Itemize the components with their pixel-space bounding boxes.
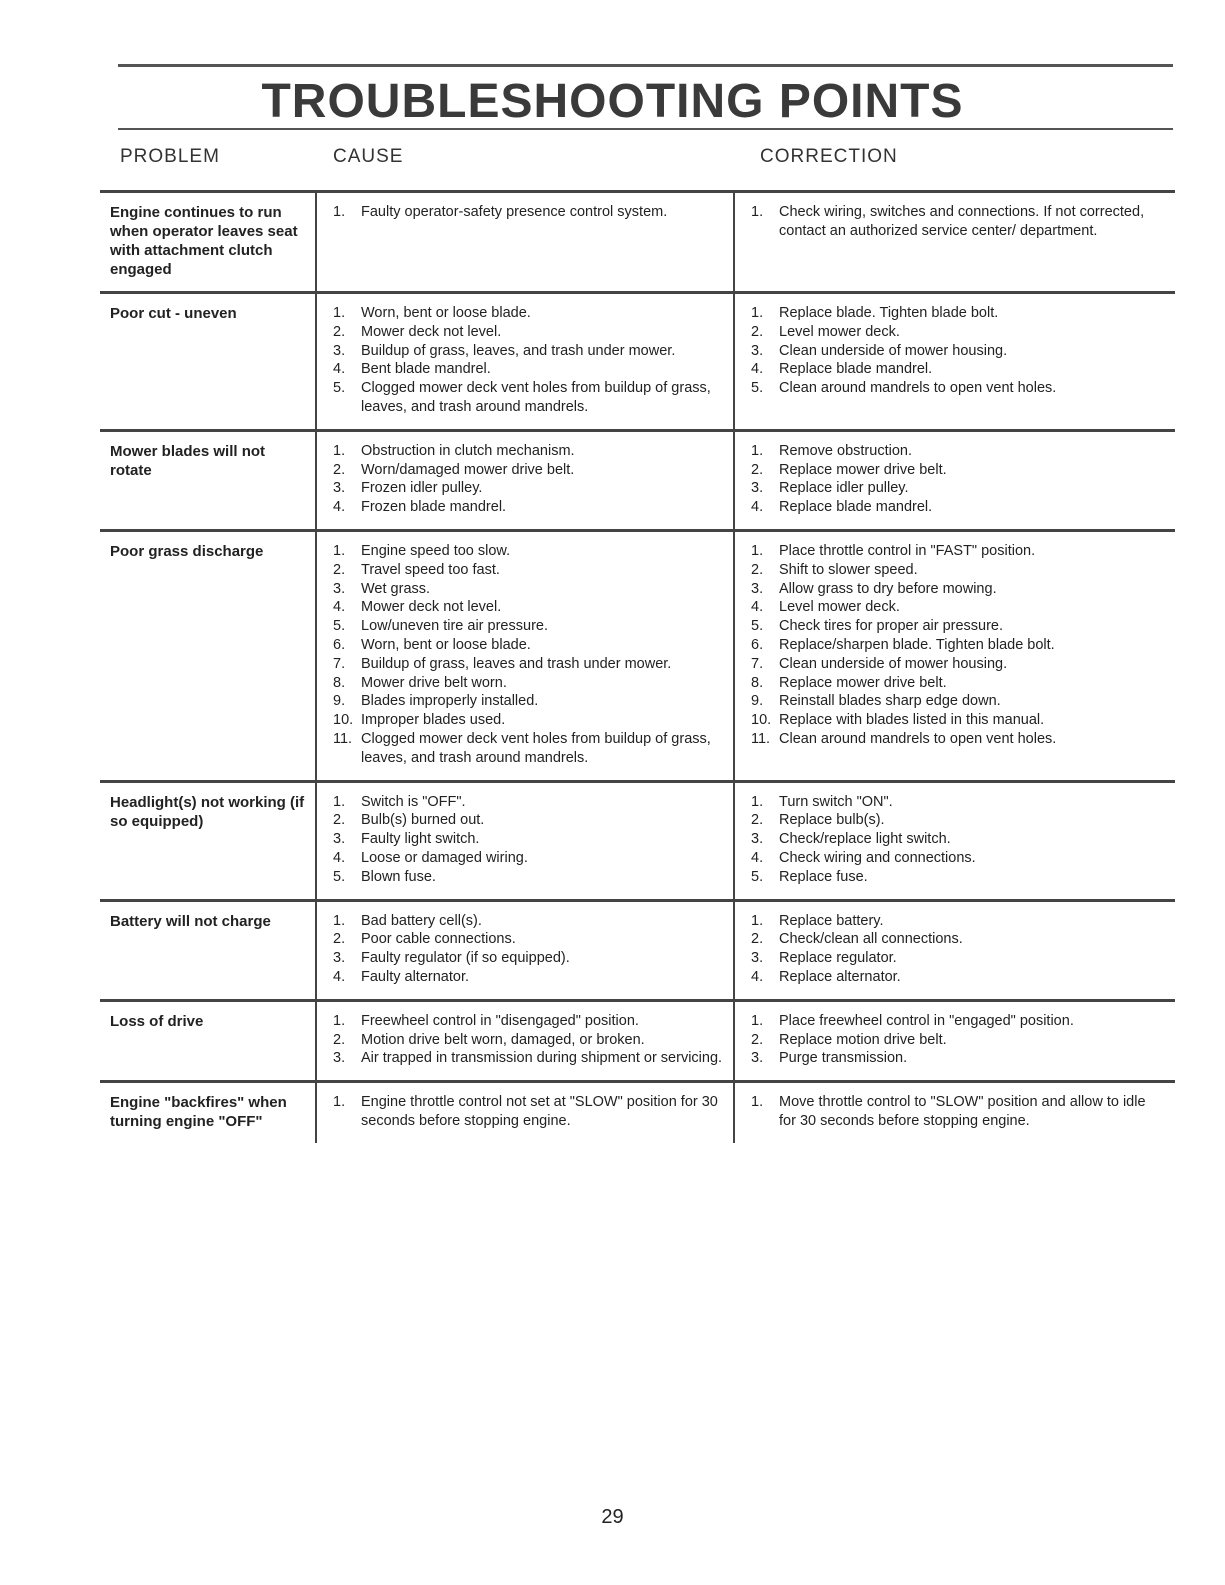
correction-item: [751, 1093, 1165, 1131]
correction-cell: [733, 432, 1175, 529]
correction-item: [751, 636, 1165, 655]
correction-item-number: 1.: [751, 542, 764, 559]
table-row: [100, 529, 1175, 780]
cause-item: [333, 1049, 725, 1068]
correction-item: [751, 692, 1165, 711]
correction-item: [751, 203, 1165, 241]
correction-item-text: Replace battery.: [779, 912, 884, 929]
correction-item: [751, 711, 1165, 730]
cause-item-text: Poor cable connections.: [361, 931, 516, 948]
correction-item: [751, 1012, 1165, 1031]
table-row: [100, 190, 1175, 291]
cause-item: [333, 379, 725, 417]
correction-item: [751, 1031, 1165, 1050]
correction-item-number: 1.: [751, 305, 764, 321]
correction-item: [751, 498, 1165, 517]
correction-item-text: Replace blade mandrel.: [779, 499, 933, 516]
correction-item-number: 1.: [751, 1094, 764, 1111]
cause-item-text: Engine speed too slow.: [361, 542, 511, 559]
correction-item: [751, 598, 1165, 617]
cause-column-header: CAUSE: [333, 146, 404, 167]
cause-item-number: 3.: [333, 1050, 346, 1067]
table-row: [100, 1080, 1175, 1143]
correction-item: [751, 811, 1165, 830]
correction-item: [751, 561, 1165, 580]
problem-column-header: PROBLEM: [120, 146, 220, 167]
cause-item-text: Faulty alternator.: [361, 968, 469, 985]
correction-item-number: 8.: [751, 674, 764, 691]
top-rule: [118, 64, 1173, 67]
correction-item-number: 2.: [751, 561, 764, 578]
cause-item-number: 1.: [333, 542, 346, 559]
cause-item-number: 7.: [333, 655, 346, 672]
cause-item-text: Loose or damaged wiring.: [361, 849, 528, 866]
cause-item: [333, 692, 725, 711]
correction-item-number: 1.: [751, 912, 764, 929]
troubleshooting-table: [100, 190, 1175, 1143]
cause-item: [333, 304, 725, 323]
cause-item-number: 4.: [333, 499, 346, 516]
correction-item-text: Clean around mandrels to open vent holes.: [779, 730, 1057, 747]
cause-item: [333, 360, 725, 379]
cause-item: [333, 1093, 725, 1131]
cause-item-number: 2.: [333, 931, 346, 948]
correction-item-text: Replace/sharpen blade. Tighten blade bolt.: [779, 636, 1055, 653]
correction-item-text: Replace fuse.: [779, 868, 868, 885]
cause-item: [333, 617, 725, 636]
cause-item-text: Improper blades used.: [361, 712, 506, 729]
cause-cell: [315, 294, 733, 429]
correction-item-number: 4.: [751, 968, 764, 985]
cause-item-text: Faulty regulator (if so equipped).: [361, 950, 570, 967]
correction-list: [751, 304, 1165, 398]
cause-cell: [315, 783, 733, 899]
correction-item-text: Move throttle control to "SLOW" position and allow to idle for 30 seconds before stopping engine.: [779, 1094, 1146, 1129]
cause-item-number: 11.: [333, 730, 353, 747]
cause-item-text: Faulty light switch.: [361, 831, 480, 848]
correction-item-number: 5.: [751, 380, 764, 397]
correction-item-number: 2.: [751, 931, 764, 948]
cause-item-text: Worn, bent or loose blade.: [361, 305, 531, 321]
cause-item-number: 2.: [333, 461, 346, 478]
cause-item: [333, 1012, 725, 1031]
correction-list: [751, 912, 1165, 987]
correction-item-text: Replace bulb(s).: [779, 812, 885, 829]
cause-item: [333, 949, 725, 968]
correction-item: [751, 868, 1165, 887]
cause-item-text: Freewheel control in "disengaged" position.: [361, 1012, 639, 1029]
correction-item: [751, 580, 1165, 599]
correction-item-text: Replace motion drive belt.: [779, 1031, 947, 1048]
cause-item: [333, 930, 725, 949]
correction-item-text: Clean around mandrels to open vent holes.: [779, 380, 1057, 397]
correction-item-number: 3.: [751, 580, 764, 597]
cause-item-text: Mower deck not level.: [361, 599, 502, 616]
cause-item: [333, 498, 725, 517]
correction-item-number: 10.: [751, 712, 772, 729]
correction-item-text: Replace with blades listed in this manual.: [779, 712, 1045, 729]
cause-item-number: 9.: [333, 693, 346, 710]
correction-item-text: Replace mower drive belt.: [779, 674, 947, 691]
correction-item-text: Check tires for proper air pressure.: [779, 618, 1004, 635]
cause-item-text: Low/uneven tire air pressure.: [361, 618, 548, 635]
cause-list: [333, 1012, 725, 1068]
correction-item: [751, 461, 1165, 480]
cause-item-number: 2.: [333, 1031, 346, 1048]
cause-item-number: 1.: [333, 912, 346, 929]
cause-item-text: Bent blade mandrel.: [361, 361, 491, 378]
correction-item-text: Check/replace light switch.: [779, 831, 951, 848]
correction-item-number: 3.: [751, 950, 764, 967]
cause-item-number: 6.: [333, 636, 346, 653]
table-row: [100, 780, 1175, 899]
cause-item-text: Blades improperly installed.: [361, 693, 539, 710]
cause-item: [333, 323, 725, 342]
cause-item-text: Motion drive belt worn, damaged, or broken.: [361, 1031, 645, 1048]
cause-item-number: 1.: [333, 442, 346, 459]
cause-item-number: 10.: [333, 712, 354, 729]
correction-item-number: 5.: [751, 868, 764, 885]
cause-item-text: Wet grass.: [361, 580, 431, 597]
cause-item: [333, 203, 725, 222]
cause-item-text: Frozen blade mandrel.: [361, 499, 507, 516]
problem-cell: Loss of drive: [110, 1012, 204, 1030]
cause-item-number: 3.: [333, 580, 346, 597]
cause-list: [333, 542, 725, 768]
cause-list: [333, 304, 725, 417]
correction-item: [751, 542, 1165, 561]
cause-cell: [315, 193, 733, 291]
correction-item-text: Check wiring, switches and connections. If not corrected, contact an authorized service center/ department.: [779, 204, 1145, 239]
cause-item-text: Clogged mower deck vent holes from buildup of grass, leaves, and trash around mandrels.: [361, 730, 711, 766]
cause-item-text: Frozen idler pulley.: [361, 480, 483, 497]
correction-cell: [733, 1002, 1175, 1080]
cause-item-text: Clogged mower deck vent holes from buildup of grass, leaves, and trash around mandrels.: [361, 380, 711, 415]
cause-item: [333, 793, 725, 812]
cause-item: [333, 442, 725, 461]
correction-item-text: Purge transmission.: [779, 1050, 908, 1067]
problem-cell: Engine "backfires" when turning engine "OFF": [110, 1094, 287, 1131]
correction-item: [751, 949, 1165, 968]
correction-item-number: 3.: [751, 831, 764, 848]
correction-item-text: Place throttle control in "FAST" position.: [779, 542, 1036, 559]
correction-column-header: CORRECTION: [760, 146, 898, 167]
cause-item-text: Blown fuse.: [361, 868, 436, 885]
correction-cell: [733, 532, 1175, 780]
cause-item: [333, 655, 725, 674]
correction-item-text: Replace blade. Tighten blade bolt.: [779, 305, 999, 321]
cause-item: [333, 580, 725, 599]
correction-item-number: 5.: [751, 618, 764, 635]
cause-cell: [315, 532, 733, 780]
cause-item-number: 4.: [333, 599, 346, 616]
cause-list: [333, 203, 725, 222]
problem-cell: Headlight(s) not working (if so equipped): [110, 793, 305, 830]
correction-list: [751, 1012, 1165, 1068]
cause-item: [333, 1031, 725, 1050]
correction-item: [751, 730, 1165, 749]
correction-item: [751, 968, 1165, 987]
table-row: [100, 999, 1175, 1080]
correction-item: [751, 479, 1165, 498]
correction-item-number: 3.: [751, 480, 764, 497]
cause-item-text: Worn, bent or loose blade.: [361, 636, 531, 653]
cause-item-text: Mower drive belt worn.: [361, 674, 507, 691]
cause-item: [333, 811, 725, 830]
cause-item-number: 3.: [333, 342, 346, 359]
cause-cell: [315, 1083, 733, 1143]
correction-cell: [733, 193, 1175, 291]
cause-item-number: 4.: [333, 849, 346, 866]
cause-item: [333, 868, 725, 887]
cause-item-text: Buildup of grass, leaves and trash under mower.: [361, 655, 672, 672]
correction-item-number: 2.: [751, 1031, 764, 1048]
correction-item-text: Level mower deck.: [779, 323, 900, 340]
cause-item-text: Switch is "OFF".: [361, 793, 466, 810]
cause-item: [333, 830, 725, 849]
correction-item-text: Check/clean all connections.: [779, 931, 963, 948]
correction-item-text: Level mower deck.: [779, 599, 900, 616]
cause-item-text: Travel speed too fast.: [361, 561, 500, 578]
correction-item-number: 4.: [751, 599, 764, 616]
cause-item-number: 2.: [333, 812, 346, 829]
correction-item: [751, 617, 1165, 636]
problem-cell: Mower blades will not rotate: [110, 442, 266, 479]
cause-item-number: 1.: [333, 1012, 346, 1029]
correction-item-number: 1.: [751, 442, 764, 459]
cause-item-number: 2.: [333, 561, 346, 578]
cause-item-text: Bulb(s) burned out.: [361, 812, 485, 829]
cause-item: [333, 636, 725, 655]
cause-list: [333, 1093, 725, 1131]
cause-item-number: 4.: [333, 361, 346, 378]
correction-cell: [733, 1083, 1175, 1143]
correction-cell: [733, 902, 1175, 999]
correction-item-number: 1.: [751, 793, 764, 810]
correction-item: [751, 1049, 1165, 1068]
correction-item-number: 9.: [751, 693, 764, 710]
cause-cell: [315, 432, 733, 529]
correction-item: [751, 442, 1165, 461]
correction-item-text: Shift to slower speed.: [779, 561, 918, 578]
correction-item-text: Turn switch "ON".: [779, 793, 893, 810]
correction-item: [751, 793, 1165, 812]
correction-item-number: 2.: [751, 323, 764, 340]
correction-item-number: 4.: [751, 499, 764, 516]
cause-item: [333, 479, 725, 498]
correction-item: [751, 930, 1165, 949]
table-row: [100, 899, 1175, 999]
cause-list: [333, 912, 725, 987]
cause-item-number: 5.: [333, 868, 346, 885]
correction-item-number: 11.: [751, 730, 771, 747]
cause-item: [333, 711, 725, 730]
cause-item-number: 5.: [333, 618, 346, 635]
problem-cell: Poor cut - uneven: [110, 305, 237, 322]
correction-item-number: 6.: [751, 636, 764, 653]
cause-item-number: 3.: [333, 480, 346, 497]
correction-item: [751, 655, 1165, 674]
correction-item-number: 2.: [751, 461, 764, 478]
correction-item-text: Place freewheel control in "engaged" position.: [779, 1012, 1074, 1029]
correction-item-number: 4.: [751, 361, 764, 378]
correction-list: [751, 442, 1165, 517]
cause-item: [333, 674, 725, 693]
cause-item: [333, 542, 725, 561]
cause-item-number: 1.: [333, 305, 346, 321]
cause-item-text: Engine throttle control not set at "SLOW" position for 30 seconds before stopping engine.: [361, 1094, 718, 1129]
correction-item: [751, 849, 1165, 868]
correction-item-text: Allow grass to dry before mowing.: [779, 580, 997, 597]
correction-item-text: Replace regulator.: [779, 950, 897, 967]
correction-cell: [733, 294, 1175, 429]
correction-item-text: Replace blade mandrel.: [779, 361, 933, 378]
page-title: TROUBLESHOOTING POINTS: [261, 75, 964, 128]
cause-item-number: 2.: [333, 323, 346, 340]
cause-item-text: Mower deck not level.: [361, 323, 502, 340]
correction-item: [751, 360, 1165, 379]
cause-item: [333, 968, 725, 987]
cause-item-text: Air trapped in transmission during shipment or servicing.: [361, 1050, 723, 1067]
table-row: [100, 291, 1175, 429]
correction-item-text: Clean underside of mower housing.: [779, 342, 1008, 359]
cause-item-number: 3.: [333, 950, 346, 967]
correction-list: [751, 542, 1165, 749]
cause-item-text: Bad battery cell(s).: [361, 912, 482, 929]
cause-item-number: 5.: [333, 380, 346, 397]
cause-item-text: Buildup of grass, leaves, and trash under mower.: [361, 342, 676, 359]
cause-item-number: 3.: [333, 831, 346, 848]
correction-item: [751, 304, 1165, 323]
cause-item: [333, 849, 725, 868]
correction-item-number: 3.: [751, 342, 764, 359]
correction-item-number: 1.: [751, 204, 764, 220]
cause-item: [333, 730, 725, 768]
correction-item-number: 4.: [751, 849, 764, 866]
correction-item-text: Replace alternator.: [779, 968, 901, 985]
correction-item-number: 7.: [751, 655, 764, 672]
correction-item-text: Replace idler pulley.: [779, 480, 909, 497]
correction-item: [751, 674, 1165, 693]
cause-item-number: 1.: [333, 793, 346, 810]
cause-item: [333, 598, 725, 617]
correction-item-number: 2.: [751, 812, 764, 829]
correction-item: [751, 830, 1165, 849]
correction-list: [751, 793, 1165, 887]
cause-item-text: Obstruction in clutch mechanism.: [361, 442, 575, 459]
cause-item: [333, 342, 725, 361]
cause-item-number: 1.: [333, 1094, 346, 1111]
correction-list: [751, 1093, 1165, 1131]
correction-item-text: Replace mower drive belt.: [779, 461, 947, 478]
problem-cell: Engine continues to run when operator leaves seat with attachment clutch engaged: [110, 204, 298, 278]
correction-item-number: 3.: [751, 1050, 764, 1067]
correction-item: [751, 323, 1165, 342]
correction-item: [751, 379, 1165, 398]
cause-cell: [315, 902, 733, 999]
correction-item: [751, 342, 1165, 361]
cause-item: [333, 461, 725, 480]
cause-item-number: 4.: [333, 968, 346, 985]
correction-item-text: Reinstall blades sharp edge down.: [779, 693, 1001, 710]
page-number: 29: [601, 1506, 624, 1528]
cause-list: [333, 793, 725, 887]
cause-item-number: 8.: [333, 674, 346, 691]
cause-item-text: Worn/damaged mower drive belt.: [361, 461, 575, 478]
correction-item-text: Remove obstruction.: [779, 442, 912, 459]
cause-cell: [315, 1002, 733, 1080]
correction-item-number: 1.: [751, 1012, 764, 1029]
cause-item-number: 1.: [333, 204, 346, 220]
correction-item: [751, 912, 1165, 931]
problem-cell: Battery will not charge: [110, 912, 271, 930]
correction-list: [751, 203, 1165, 241]
cause-item: [333, 561, 725, 580]
cause-list: [333, 442, 725, 517]
problem-cell: Poor grass discharge: [110, 542, 264, 560]
header-rule: [118, 128, 1173, 130]
table-row: [100, 429, 1175, 529]
correction-item-text: Clean underside of mower housing.: [779, 655, 1008, 672]
cause-item: [333, 912, 725, 931]
correction-cell: [733, 783, 1175, 899]
correction-item-text: Check wiring and connections.: [779, 849, 976, 866]
cause-item-text: Faulty operator-safety presence control system.: [361, 204, 668, 220]
